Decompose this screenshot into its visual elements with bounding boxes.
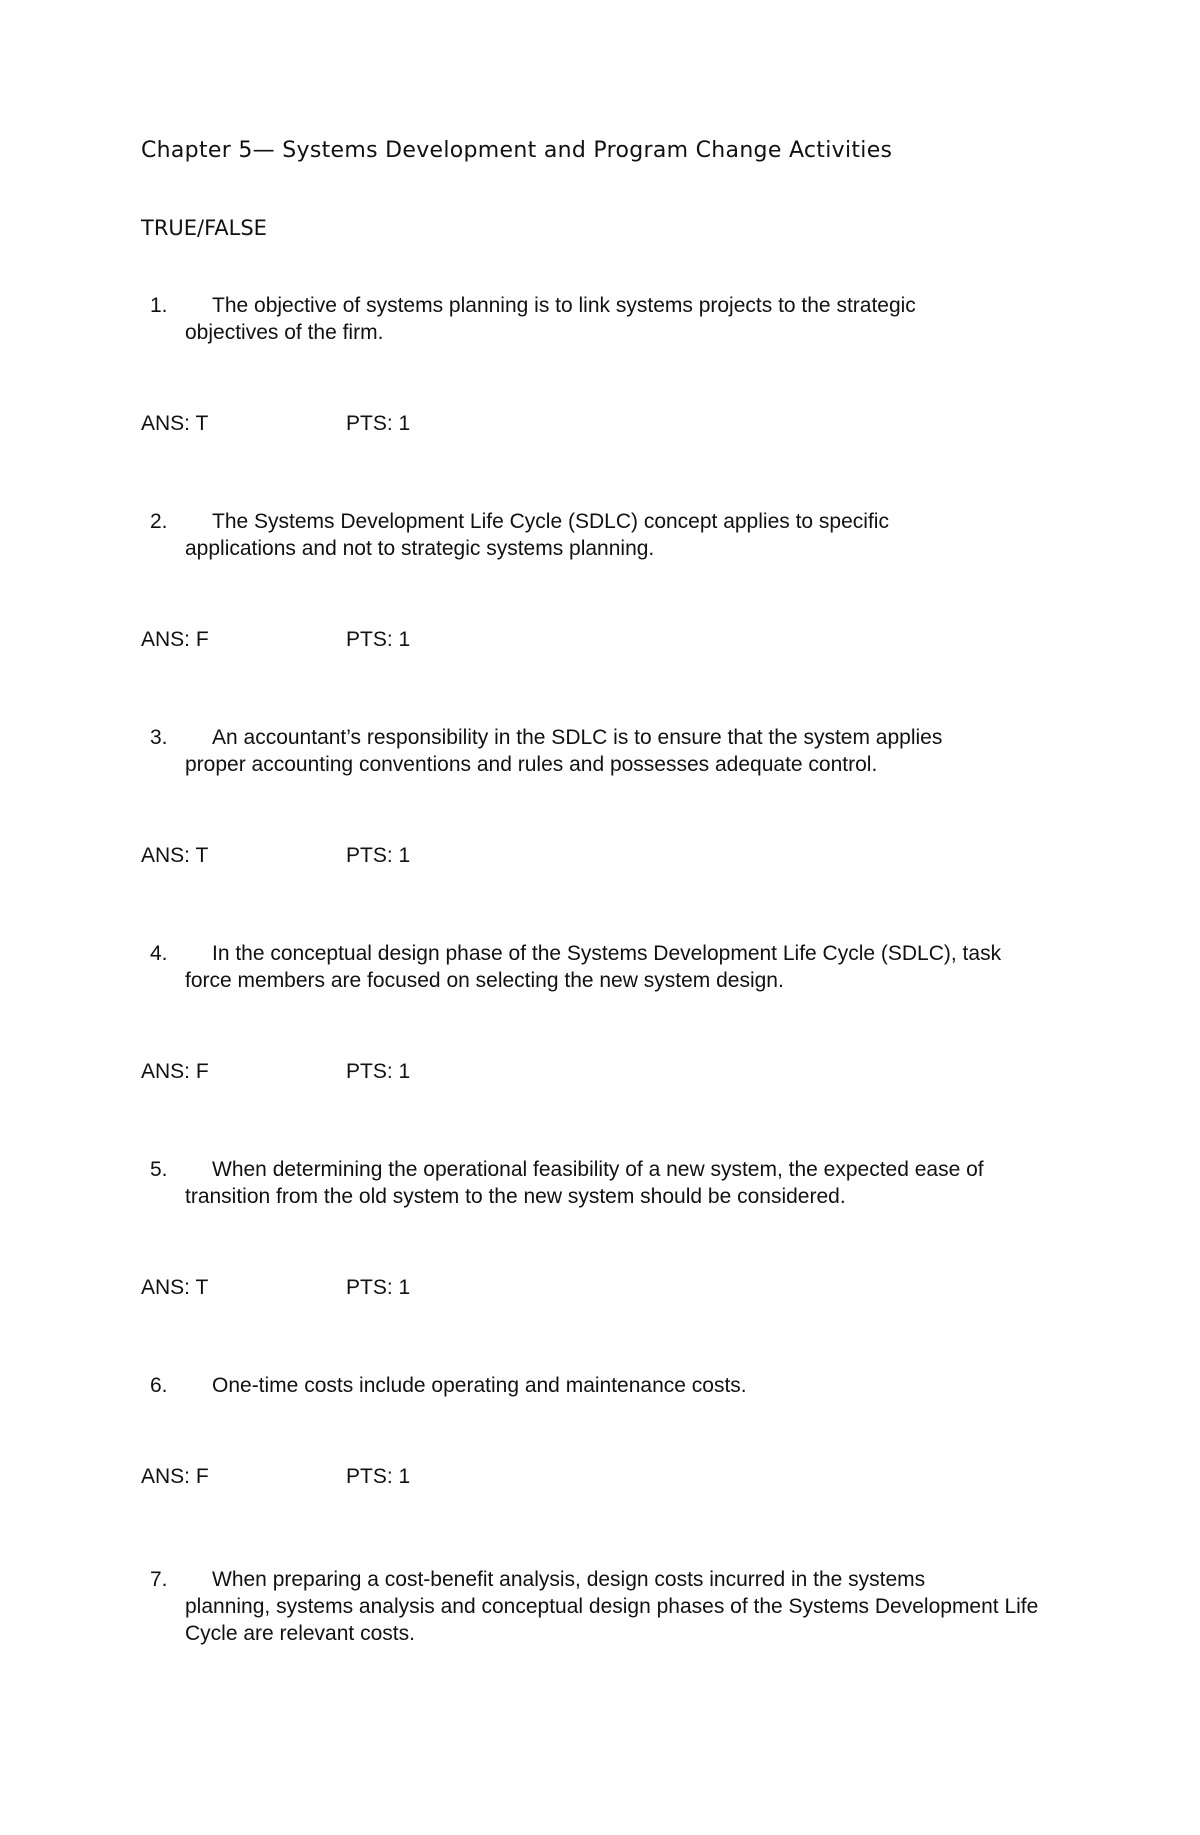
question-first-line: [150, 292, 1080, 319]
points-label: PTS: 1: [346, 628, 411, 651]
question-text: One-time costs include operating and maintenance costs.: [212, 1374, 747, 1397]
question-text: In the conceptual design phase of the Systems Development Life Cycle (SDLC), task: [212, 942, 1002, 965]
question-number: 5.: [150, 1158, 168, 1181]
question-number: 6.: [150, 1374, 168, 1397]
question-text: The objective of systems planning is to link systems projects to the strategic: [212, 294, 916, 317]
question-number: 1.: [150, 294, 168, 317]
points-label: PTS: 1: [346, 844, 411, 867]
question-text: When determining the operational feasibility of a new system, the expected ease of: [212, 1158, 984, 1181]
question-number: 2.: [150, 510, 168, 533]
question-5: [150, 1156, 1080, 1210]
answer-row-4: [141, 1058, 410, 1085]
question-text-continued: force members are focused on selecting the new system design.: [185, 969, 784, 992]
question-text-continued: applications and not to strategic systems planning.: [185, 537, 655, 560]
points-label: PTS: 1: [346, 1276, 411, 1299]
answer-row-1: [141, 410, 410, 437]
question-text: When preparing a cost-benefit analysis, design costs incurred in the systems: [212, 1568, 926, 1591]
question-first-line: [150, 1156, 1080, 1183]
answer-row-2: [141, 626, 410, 653]
question-first-line: [150, 1566, 1080, 1593]
question-first-line: [150, 724, 1080, 751]
question-text-continued: planning, systems analysis and conceptual design phases of the Systems Development Life Cycle are relevant costs.: [185, 1595, 1039, 1645]
answer-row-6: [141, 1463, 410, 1490]
answer-label: ANS: F: [141, 1465, 209, 1488]
answer-row-5: [141, 1274, 410, 1301]
question-4: [150, 940, 1080, 994]
question-text-continued: proper accounting conventions and rules and possesses adequate control.: [185, 753, 878, 776]
points-label: PTS: 1: [346, 412, 411, 435]
points-label: PTS: 1: [346, 1465, 411, 1488]
answer-label: ANS: T: [141, 844, 209, 867]
question-1: [150, 292, 1080, 346]
question-text: An accountant’s responsibility in the SDLC is to ensure that the system applies: [212, 726, 943, 749]
question-7: [150, 1566, 1080, 1647]
question-first-line: [150, 940, 1080, 967]
question-number: 4.: [150, 942, 168, 965]
chapter-title: Chapter 5— Systems Development and Program Change Activities: [141, 138, 893, 163]
question-number: 3.: [150, 726, 168, 749]
question-number: 7.: [150, 1568, 168, 1591]
question-text-continued: transition from the old system to the new system should be considered.: [185, 1185, 846, 1208]
answer-row-3: [141, 842, 410, 869]
answer-label: ANS: T: [141, 412, 209, 435]
question-6: [150, 1372, 1080, 1399]
question-text: The Systems Development Life Cycle (SDLC) concept applies to specific: [212, 510, 889, 533]
points-label: PTS: 1: [346, 1060, 411, 1083]
question-2: [150, 508, 1080, 562]
answer-label: ANS: F: [141, 628, 209, 651]
question-first-line: [150, 508, 1080, 535]
answer-label: ANS: T: [141, 1276, 209, 1299]
answer-label: ANS: F: [141, 1060, 209, 1083]
question-first-line: [150, 1372, 1080, 1399]
question-text-continued: objectives of the firm.: [185, 321, 384, 344]
section-heading: TRUE/FALSE: [141, 216, 267, 240]
question-3: [150, 724, 1080, 778]
